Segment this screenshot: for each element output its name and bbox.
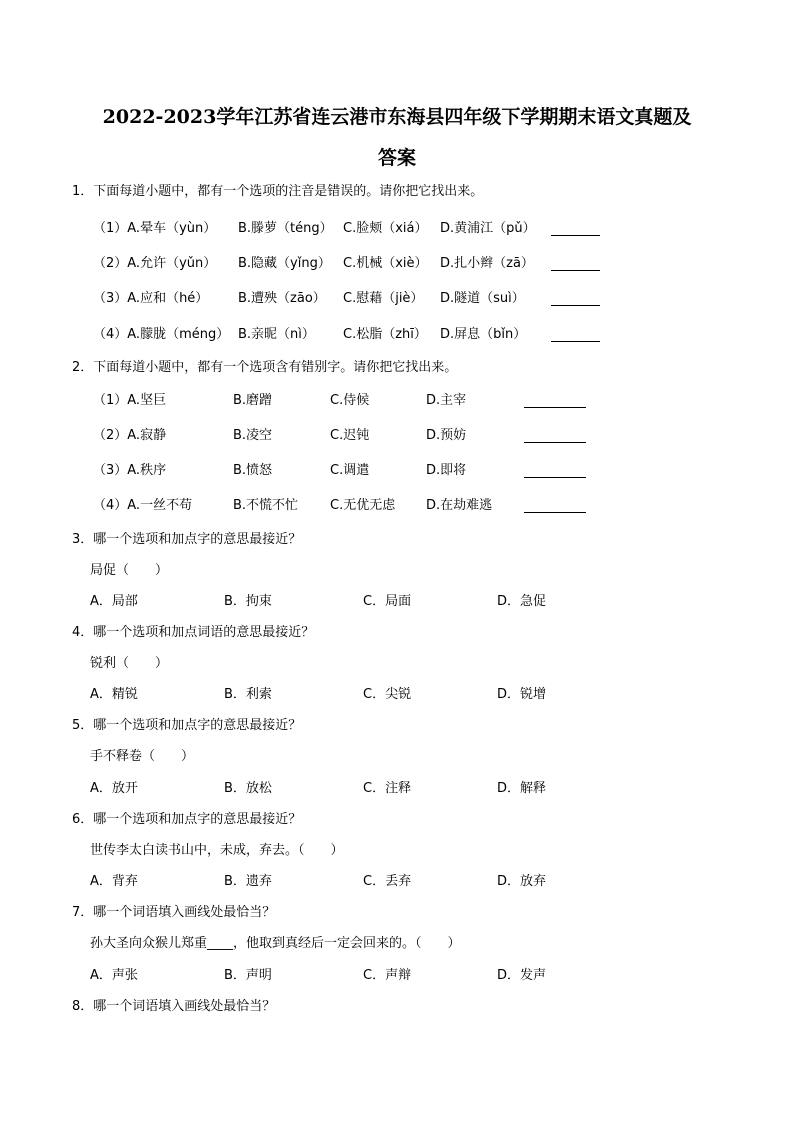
q4-option-c[interactable]: C．尖锐 [363, 687, 412, 702]
q7-prompt: 孙大圣向众猴儿郑重____，他取到真经后一定会回来的。（ ） [90, 936, 461, 951]
q3-option-d[interactable]: D．急促 [497, 594, 547, 609]
q7-stem: 7．哪一个词语填入画线处最恰当？ [72, 905, 276, 920]
q2-4-option-b: B.不慌不忙 [233, 498, 299, 513]
q1-3-option-b: B.遭殃（zāo） [238, 291, 326, 306]
q1-3-option-a: （3）A.应和（hé） [93, 291, 209, 306]
q7-option-a[interactable]: A．声张 [90, 968, 138, 983]
q4-option-d[interactable]: D．锐增 [497, 687, 547, 702]
q2-4-option-d: D.在劫难逃 [426, 498, 493, 513]
q2-2-answer-blank[interactable] [524, 442, 586, 443]
q1-stem: 1．下面每道小题中，都有一个选项的注音是错误的。请你把它找出来。 [72, 184, 484, 199]
q2-1-answer-blank[interactable] [524, 407, 586, 408]
q2-3-option-d: D.即将 [426, 463, 467, 478]
q6-option-a[interactable]: A．背弃 [90, 874, 138, 889]
q1-4-option-c: C.松脂（zhī） [343, 327, 427, 342]
q2-3-option-a: （3）A.秩序 [93, 463, 167, 478]
q3-option-a[interactable]: A．局部 [90, 594, 138, 609]
q1-4-option-a: （4）A.朦胧（méng） [93, 327, 230, 342]
q6-option-d[interactable]: D．放弃 [497, 874, 547, 889]
q3-stem: 3．哪一个选项和加点字的意思最接近？ [72, 532, 302, 547]
q4-prompt: 锐利（ ） [90, 656, 169, 671]
q1-4-option-d: D.屏息（bǐn） [440, 327, 527, 342]
q5-prompt: 手不释卷（ ） [90, 749, 195, 764]
q8-stem: 8．哪一个词语填入画线处最恰当？ [72, 999, 276, 1014]
q1-3-option-c: C.慰藉（jiè） [343, 291, 424, 306]
q2-stem: 2．下面每道小题中，都有一个选项含有错别字。请你把它找出来。 [72, 360, 458, 375]
q3-option-b[interactable]: B．拘束 [224, 594, 272, 609]
document-title-line-2: 答案 [377, 147, 416, 169]
q1-1-option-d: D.黄浦江（pǔ） [440, 221, 536, 236]
q5-option-b[interactable]: B．放松 [224, 781, 272, 796]
q1-3-answer-blank[interactable] [551, 305, 600, 306]
q2-2-option-b: B.凌空 [233, 428, 273, 443]
q1-1-answer-blank[interactable] [551, 235, 600, 236]
q6-prompt: 世传李太白读书山中，未成，弃去。（ ） [90, 843, 344, 858]
q2-3-answer-blank[interactable] [524, 477, 586, 478]
q6-stem: 6．哪一个选项和加点字的意思最接近？ [72, 812, 302, 827]
q1-2-option-c: C.机械（xiè） [343, 256, 428, 271]
q2-1-option-d: D.主宰 [426, 393, 467, 408]
q3-option-c[interactable]: C．局面 [363, 594, 412, 609]
q2-2-option-c: C.迟钝 [330, 428, 370, 443]
q5-option-c[interactable]: C．注释 [363, 781, 412, 796]
q4-option-b[interactable]: B．利索 [224, 687, 272, 702]
q2-2-option-a: （2）A.寂静 [93, 428, 167, 443]
q6-option-b[interactable]: B．遗弃 [224, 874, 272, 889]
q1-2-option-b: B.隐藏（yǐng） [238, 256, 331, 271]
q1-2-option-a: （2）A.允许（yǔn） [93, 256, 217, 271]
q7-option-d[interactable]: D．发声 [497, 968, 547, 983]
q5-option-d[interactable]: D．解释 [497, 781, 547, 796]
q5-stem: 5．哪一个选项和加点字的意思最接近？ [72, 718, 302, 733]
q2-4-option-c: C.无优无虑 [330, 498, 396, 513]
q3-prompt: 局促（ ） [90, 563, 169, 578]
q1-2-option-d: D.扎小辫（zā） [440, 256, 534, 271]
q2-1-option-b: B.磨蹭 [233, 393, 273, 408]
q1-1-option-b: B.滕萝（téng） [238, 221, 333, 236]
q7-option-b[interactable]: B．声明 [224, 968, 272, 983]
q2-1-option-c: C.侍候 [330, 393, 370, 408]
q5-option-a[interactable]: A．放开 [90, 781, 138, 796]
q1-1-option-a: （1）A.晕车（yùn） [93, 221, 217, 236]
q2-4-option-a: （4）A.一丝不苟 [93, 498, 193, 513]
q4-option-a[interactable]: A．精锐 [90, 687, 138, 702]
q4-stem: 4．哪一个选项和加点词语的意思最接近？ [72, 625, 315, 640]
q1-3-option-d: D.隧道（suì） [440, 291, 525, 306]
q6-option-c[interactable]: C．丢弃 [363, 874, 412, 889]
document-title-line-1: 2022-2023学年江苏省连云港市东海县四年级下学期期末语文真题及 [102, 106, 692, 128]
q1-1-option-c: C.脸颊（xiá） [343, 221, 428, 236]
q2-3-option-b: B.愤怒 [233, 463, 273, 478]
q2-2-option-d: D.预妨 [426, 428, 467, 443]
q1-2-answer-blank[interactable] [551, 270, 600, 271]
q7-option-c[interactable]: C．声辩 [363, 968, 412, 983]
q1-4-answer-blank[interactable] [551, 341, 600, 342]
q1-4-option-b: B.亲昵（nì） [238, 327, 315, 342]
q2-1-option-a: （1）A.坚巨 [93, 393, 167, 408]
q2-3-option-c: C.调遣 [330, 463, 370, 478]
q2-4-answer-blank[interactable] [524, 512, 586, 513]
